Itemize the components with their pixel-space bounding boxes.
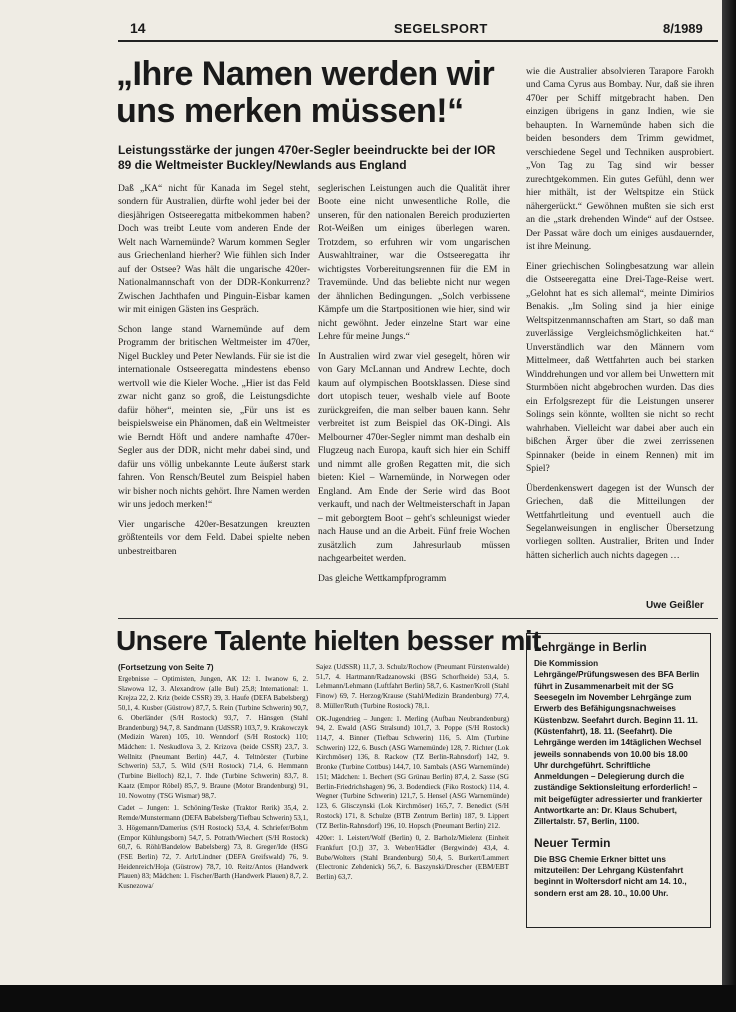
results-column-1 — [118, 675, 308, 895]
article-column-2 — [318, 183, 510, 592]
info-box — [526, 633, 711, 928]
paragraph: Schon lange stand Warnemünde auf dem Programm der britischen Weltmeister im 470er, Nigel Buckley und Peter Newlands. Für sie ist die internationale Ostseeregatta mindestens ebenso wertvoll wie die Kieler Woche. „Hier ist das Feld zwar nicht ganz so groß, die Leistungsdichte dafür höher“, meinten sie, „Für uns ist es beispielsweise ein Phänomen, daß ein Weltmeister wie Berndt Höft und andere namhafte 470er-Segler aus der DDR, nicht mehr dabei sind, und dafür uns völlig unbekannte Leute äußerst stark fahren. Von Rensch/Beutel zum Beispiel haben wir bisher noch nichts gehört. Ihre Namen werden wir uns jedoch merken!“ — [118, 324, 310, 511]
results-column-2 — [316, 663, 509, 886]
paragraph: Überdenkenswert dagegen ist der Wunsch der Griechen, daß die Mitteilungen der Wettfahrtleitung und eventuell auch die Segelanweisungen in englischer Übersetzung vorliegen sollten. Australier, Briten und Inder hätten sicherlich auch nichts dagegen … — [526, 483, 714, 561]
section-title: SEGELSPORT — [394, 21, 488, 36]
article-column-3 — [526, 66, 714, 569]
results-paragraph: Cadet – Jungen: 1. Schöning/Teske (Traktor Rerik) 35,4, 2. Remde/Munstermann (DEFA Babelsberg/Tiefbau Schwerin) 53,1, 3. Högemann/Damerius (S/H Rostock) 53,4, 4. Schriefer/Bohm (Empor Kühlungsborn) 54,7, 5. Potrath/Wiechert (S/H Rostock) 60,7, 6. Röhl/Bandelow Babelsberg) 73, 8. Greger/Ide (HSG (FSE Berlin) 72, 7. Arlt/Lindner (DEFA Greifswald) 76, 9. Heidenreich/Hoja (Güstrow) 78,7, 10. Reitz/Antos (Handwerk Plauen) 83; Mädchen: 1. Fischer/Barth (Handwerk Plauen) 8,7, 2. Kusnezowa/ — [118, 804, 308, 891]
article-headline: „Ihre Namen werden wir uns merken müssen!“ — [116, 55, 495, 131]
results-headline: Unsere Talente hielten besser mit — [116, 625, 541, 656]
info-box-text: Die Kommission Lehrgänge/Prüfungswesen des BFA Berlin führt in Zusammenarbeit mit der SG Seesegeln im November Lehrgänge zum Erwerb des Befähigungsnachweises Küstenbzw. Seefahrt durch. Beginn 11. 11. (Küstenfahrt), 18. 11. (Seefahrt). Die Lehrgänge werden im 14täglichen Wechsel jeweils sonnabends von 10.00 bis 18.00 Uhr durchgeführt. Schriftliche Anmeldungen – Delegierung durch die zuständige Sektionsleitung erforderlich! – mit beigefügter adressierter und frankierter Antwortkarte an: Dr. Klaus Schubert, Zillertalstr. 57, Berlin, 1100. — [534, 659, 703, 827]
info-box-text: Die BSG Chemie Erkner bittet uns mitzuteilen: Der Lehrgang Küstenfahrt beginnt in Woltersdorf nicht am 14. 10., sondern erst am 28. 10., 10.00 Uhr. — [534, 854, 687, 898]
paragraph: wie die Australier absolvieren Tarapore Farokh und Cama Cyrus aus Bombay. Nur, daß sie ihren 470er per Schiff mitgebracht haben. Den einzigen übrigens in ganz Indien, wie sie behaupten. In Warnemünde haben sich die beiden besonders dem Trimm gewidmet, verschiedene Segel und Techniken ausprobiert. „Von Tag zu Tag sind wir besser zurechtgekommen. Ein gutes Gefühl, denn wer hier mithält, ist der Weltspitze ein Stück nähergerückt.“ Gewöhnen mußten sie sich erst an die „stark drehenden Winde“ auf der Ostsee. Der Passat wäre doch um einiges ausdauernder, ist ihre Meinung. — [526, 67, 714, 253]
article-subhead: Leistungsstärke der jungen 470er-Segler beeindruckte bei der IOR 89 die Weltmeister Buckley/Newlands aus England — [118, 143, 496, 172]
results-paragraph: OK-Jugendrieg – Jungen: 1. Merling (Aufbau Neubrandenburg) 94, 2. Ewald (ASG Stralsund) 101,7, 3. Poppe (S/H Rostock) 114,7, 4. Binner (Tiefbau Schwerin) 116, 5. Alm (Turbine Schwerin) 122, 6. Busch (ASG Warnemünde) 128, 7. Richter (Lok Kirchmöser) 136, 8. Rackow (TZ Berlin-Rahnsdorf) 142, 9. Bronke (Turbine Cottbus) 144,7, 10. Sambals (ASG Warnemünde) 151; Mädchen: 1. Bechert (SG Grünau Berlin) 87,4, 2. Sasse (SG Berlin-Friedrichshagen) 96, 3. Bodendieck (Fiko Rostock) 114, 4. Wegner (Turbine Schwerin) 121,7, 5. Hensel (ASG Warnemünde) 123, 6. Glisczynski (Lok Kirchmöser) 165,7, 7. Benedict (S/H Rostock) 171, 8. Schulze (BTB Zentrum Berlin) 187, 9. Lippert (TZ Berlin-Rahnsdorf) 196, 10. Hopsch (Pneumant Berlin) 212. — [316, 714, 509, 830]
issue-number: 8/1989 — [663, 21, 703, 36]
scan-border — [0, 985, 736, 1012]
header-rule — [118, 40, 718, 42]
results-paragraph: Sajez (UdSSR) 11,7, 3. Schulz/Rochow (Pneumant Fürstenwalde) 51,7, 4. Hartmann/Radzanowski (BSG Schorfheide) 53,4, 5. Lehmann/Lehmann (Luftfahrt Berlin) 58,7, 6. Kastner/Kroll (Stahl Finow) 69, 7. Herzog/Krause (Stahl/Medizin Brandenburg) 77,4, 8. Müller/Ruth (Turbine Rostock) 78,1. — [316, 663, 509, 710]
paragraph: In Australien wird zwar viel gesegelt, hören wir von Gary McLannan und Andrew Lechte, doch kaum auf olympischen Bootsklassen. Diese sind dort utopisch teuer, weshalb viele auf Boote zurückgreifen, die man selber bauen kann. Sehr verbreitet ist zum Beispiel das OK-Dingi. Als Melbourner 470er-Segler nimmt man deshalb ein Flugzeug nach Europa, kauft sich hier ein Schiff und nimmt alle großen Regatten mit, die sich bieten: Kiel – Warnemünde, in Norwegen oder England. Am Ende der Serie wird das Boot verkauft, und nach der Weltmeisterschaft in Japan – mit geborgtem Boot – geht's schleunigst wieder nach Hause und an die Arbeit. Fünf freie Wochen zusätzlich zum Jahresurlaub müssen nachgearbeitet werden. — [318, 351, 510, 565]
info-box-title: Neuer Termin — [534, 835, 611, 850]
article-column-1 — [118, 183, 310, 565]
results-paragraph: Ergebnisse – Optimisten, Jungen, AK 12: 1. Iwanow 6, 2. Slawowa 12, 3. Alexandrow (alle Bul) 25,8; International: 1. Krejza 22, 2. Kriz (beide CSSR) 39, 3. Haufe (DEFA Babelsberg) 50,1, 4. Kusber (Güstrow) 87,7, 5. Rein (Turbine Schwerin) 90,7, 6. Oberländer (S/H Rostock) 93,7, 7. Hänsgen (Stahl Brandenburg) 94,7, 8. Sandmann (UdSSR) 103,7, 9. Krakowczyk (Medizin Waren) 105, 10. Wenndorf (S/H Rostock) 110; Mädchen: 1. Neskudlova 3, 2. Krizova (beide CSSR) 23,7, 3. Wellnitz (Pneumant Berlin) 44,7, 4. Teltnörster (Turbine Schwerin) 53,7, 5. Wild (S/H Rostock) 71,4, 6. Hemmann (Turbine Bielloch) 82,1, 7. Ihde (Turbine Schwerin) 83,7, 8. Kaatz (Empor Röbel) 85,7, 9. Braune (Motor Brandenburg) 91, 10. Nowotny (TSG Wismar) 98,7. — [118, 675, 308, 800]
results-paragraph: 420er: 1. Leistert/Wolf (Berlin) 0, 2. Barholz/Mielenz (Einheit Frankfurt [O.]) 37, 3. Weber/Hädler (Bergwinde) 43,4, 4. Bube/Wolters (Stahl Brandenburg) 50,4, 5. Burkert/Lammert (Electronic Zehdenick) 56,7, 6. Baszynski/Drescher (EBM/EBT Berlin) 63,7. — [316, 834, 509, 882]
article-author: Uwe Geißler — [646, 600, 704, 611]
paragraph: Vier ungarische 420er-Besatzungen kreuzten größtenteils vor dem Feld. Dabei spielte neben unbestreitbaren — [118, 519, 310, 557]
page-edge-shadow — [722, 0, 736, 985]
paragraph: Daß „KA“ nicht für Kanada im Segel steht, sondern für Australien, dürfte wohl jeder bei der diesjährigen Ostseeregatta mitbekommen haben? Doch was treibt Leute vom anderen Ende der Welt nach Warnemünde? Warum kommen Segler aus Griechenland hierher? Wie fühlen sich Inder auf der Ostsee? Was hält die ungarische 420er-Nationalmannschaft von der DDR-Konkurrenz? Zwischen Jachthafen und Pinguin-Eisbar kamen wir mit einigen Gästen ins Gespräch. — [118, 184, 310, 316]
paragraph: Einer griechischen Solingbesatzung war allein die Ostseeregatta eine Drei-Tage-Reise wert. „Gelohnt hat es sich allemal“, meinte Dimirios Benakis. „Im Soling sind ja hier einige Weltspitzenmannschaften am Start, so daß man zuverlässige Vergleichsmöglichkeiten hat.“ Unverständlich war den Männern vom Mittelmeer, daß Wettfahrten auch bei starken Winddrehungen und vor allem bei Unwettern mit Sturmböen nicht abgebrochen wurden. Das dies ein Erfolgsrezept für die Leistungen unserer Solings sein könnte, wollten sie nicht so recht wahrhaben. Vielleicht war dabei aber auch ein bißchen Ärger über die zwei zerrissenen Spinnaker (beide in einem Rennen) mit im Spiel? — [526, 261, 714, 475]
section-divider — [118, 618, 718, 619]
info-box-title: Lehrgänge in Berlin — [534, 640, 647, 654]
paragraph: seglerischen Leistungen auch die Qualität ihrer Boote eine nicht unwesentliche Rolle, die unseren, für den nationalen Bereich produzierten Rot-Weißen um einiges überlegen waren. Trotzdem, so erfuhren wir vom ungarischen Auswahltrainer, war die Ostseeregatta ihr wichtigstes Vorbereitungsrennen für die EM in Travemünde. Und das beliebte nicht nur wegen der ähnlichen Bedingungen. „Solch verbissene Kämpfe um die Startpositionen wie hier, sind wir nicht gewöhnt. Jeder einzelne Start war eine Lehre für meine Jungs.“ — [318, 184, 510, 343]
paragraph: Das gleiche Wettkampfprogramm — [318, 573, 447, 584]
page-number: 14 — [130, 20, 146, 36]
continuation-note: (Fortsetzung von Seite 7) — [118, 663, 214, 672]
